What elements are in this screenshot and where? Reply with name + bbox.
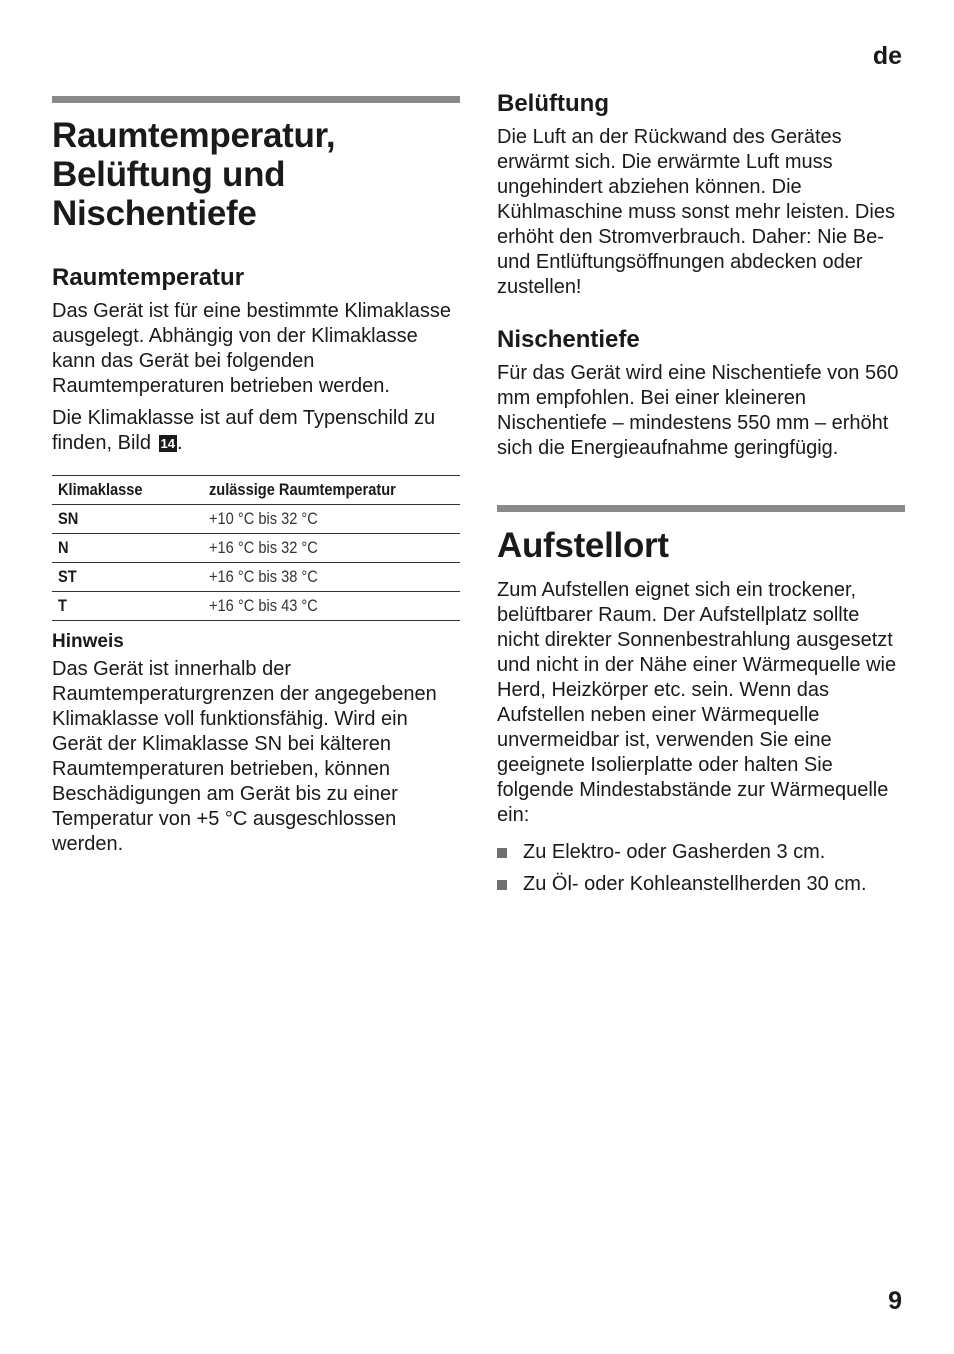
list-item: Zu Elektro- oder Gasherden 3 cm. <box>497 840 905 865</box>
klimaklasse-text: Die Klimaklasse ist auf dem Typenschild zu finden, Bild <box>52 407 436 454</box>
bullet-square-icon <box>497 880 507 890</box>
hinweis-heading: Hinweis <box>52 631 124 652</box>
table-cell-class: ST <box>58 567 77 586</box>
figure-reference-badge: 14 <box>160 436 175 451</box>
nischentiefe-heading: Nischentiefe <box>497 326 640 353</box>
table-header-row <box>52 476 460 505</box>
list-item: Zu Öl- oder Kohleanstellherden 30 cm. <box>497 872 905 897</box>
klimaklasse-paragraph <box>52 406 460 456</box>
table-header-klimaklasse: Klimaklasse <box>58 480 143 499</box>
belueftung-heading: Belüftung <box>497 90 609 117</box>
section-rule <box>52 96 460 103</box>
table-row <box>52 592 460 621</box>
nischentiefe-paragraph: Für das Gerät wird eine Nischentiefe von 560 mm empfohlen. Bei einer kleineren Nischentiefe – mindestens 550 mm – erhöht sich die Energieaufnahme geringfügig. <box>497 362 899 459</box>
table-row <box>52 563 460 592</box>
table-cell-class: N <box>58 538 69 557</box>
table-cell-temperature: +16 °C bis 32 °C <box>209 538 318 557</box>
left-column <box>52 96 460 857</box>
raumtemperatur-heading: Raumtemperatur <box>52 264 245 291</box>
distance-list <box>497 840 905 897</box>
table-header-raumtemperatur: zulässige Raumtemperatur <box>209 480 396 499</box>
klimaklasse-table <box>52 475 460 621</box>
aufstellort-title: Aufstellort <box>497 526 669 565</box>
klimaklasse-text-end: . <box>177 432 183 454</box>
section-title: Raumtemperatur, Belüftung und Nischentiefe <box>52 116 336 233</box>
table-cell-temperature: +16 °C bis 38 °C <box>209 567 318 586</box>
raumtemperatur-paragraph: Das Gerät ist für eine bestimmte Klimaklasse ausgelegt. Abhängig von der Klimaklasse kann das Gerät bei folgenden Raumtemperaturen betrieben werden. <box>52 300 452 397</box>
table-cell-temperature: +16 °C bis 43 °C <box>209 596 318 615</box>
right-column <box>497 88 905 904</box>
section-rule <box>497 505 905 512</box>
aufstellort-paragraph: Zum Aufstellen eignet sich ein trockener, belüftbarer Raum. Der Aufstellplatz sollte nicht direkter Sonnenbestrahlung ausgesetzt und nicht in der Nähe einer Wärmequelle wie Herd, Heizkörper etc. sein. Wenn das Aufstellen neben einer Wärmequelle unvermeidbar ist, verwenden Sie eine geeignete Isolierplatte oder halten Sie folgende Mindestabstände zur Wärmequelle ein: <box>497 579 897 826</box>
hinweis-paragraph: Das Gerät ist innerhalb der Raumtemperaturgrenzen der angegebenen Klimaklasse voll funktionsfähig. Wird ein Gerät der Klimaklasse SN bei kälteren Raumtemperaturen betrieben, können Beschädigungen am Gerät bis zu einer Temperatur von +5 °C ausgeschlossen werden. <box>52 658 437 855</box>
table-row <box>52 505 460 534</box>
language-code: de <box>872 42 902 70</box>
page-number: 9 <box>888 1287 902 1315</box>
table-cell-temperature: +10 °C bis 32 °C <box>209 509 318 528</box>
table-cell-class: T <box>58 596 67 615</box>
table-row <box>52 534 460 563</box>
bullet-square-icon <box>497 848 507 858</box>
table-cell-class: SN <box>58 509 79 528</box>
belueftung-paragraph: Die Luft an der Rückwand des Gerätes erwärmt sich. Die erwärmte Luft muss ungehindert abziehen können. Die Kühlmaschine muss sonst mehr leisten. Dies erhöht den Stromverbrauch. Daher: Nie Be- und Entlüftungsöffnungen abdecken oder zustellen! <box>497 126 895 298</box>
